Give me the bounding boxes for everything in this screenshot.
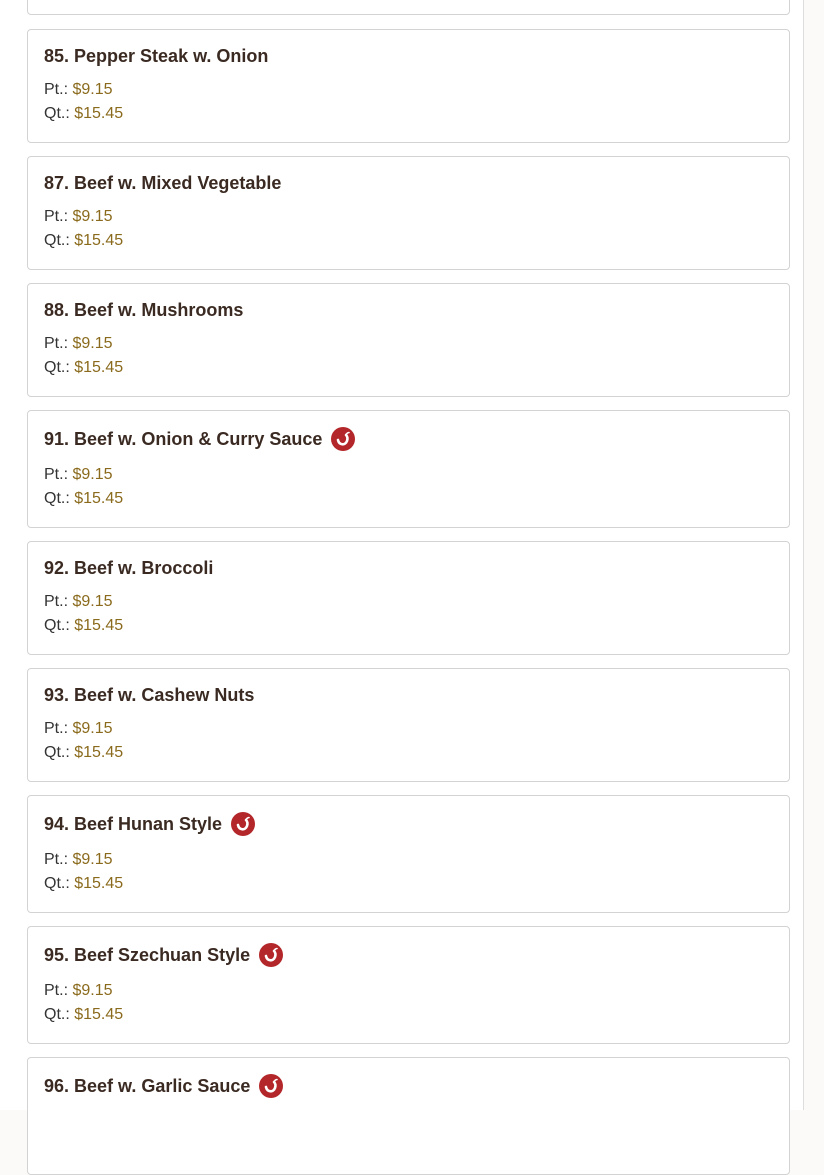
pint-price: $9.15 [72, 466, 113, 483]
menu-item-title [44, 685, 254, 706]
quart-price-row [44, 359, 123, 377]
quart-price-row [44, 744, 123, 762]
menu-item-card-top-partial[interactable] [27, 0, 790, 15]
menu-item-name: 93. Beef w. Cashew Nuts [44, 685, 255, 705]
quart-price-row [44, 232, 123, 250]
menu-item-name: 96. Beef w. Garlic Sauce [44, 1075, 251, 1096]
quart-price: $15.45 [74, 359, 124, 376]
pint-label: Pt.: [44, 81, 69, 98]
menu-item-title [44, 1074, 283, 1098]
pint-label: Pt.: [44, 851, 69, 868]
menu-item-title [44, 427, 355, 451]
pint-price: $9.15 [72, 720, 113, 737]
quart-label: Qt.: [44, 617, 70, 634]
quart-label: Qt.: [44, 232, 70, 249]
pint-price: $9.15 [72, 335, 113, 352]
menu-item-title [44, 173, 281, 194]
quart-price: $15.45 [74, 1006, 124, 1023]
menu-item-name: 91. Beef w. Onion & Curry Sauce [44, 428, 323, 449]
pint-price-row [44, 851, 113, 869]
pint-label: Pt.: [44, 208, 69, 225]
menu-item-title [44, 300, 243, 321]
pint-price: $9.15 [72, 208, 113, 225]
menu-item-name: 95. Beef Szechuan Style [44, 944, 251, 965]
pint-price-row [44, 81, 113, 99]
pint-price: $9.15 [72, 593, 113, 610]
menu-item-name: 92. Beef w. Broccoli [44, 558, 214, 578]
quart-label: Qt.: [44, 359, 70, 376]
quart-price: $15.45 [74, 744, 124, 761]
pint-label: Pt.: [44, 335, 69, 352]
pint-label: Pt.: [44, 593, 69, 610]
menu-item-title [44, 943, 283, 967]
hot-pepper-icon [259, 943, 283, 967]
menu-item-name: 88. Beef w. Mushrooms [44, 300, 244, 320]
pint-price-row [44, 208, 113, 226]
pint-label: Pt.: [44, 466, 69, 483]
menu-item-name: 85. Pepper Steak w. Onion [44, 46, 269, 66]
pint-price: $9.15 [72, 851, 113, 868]
pint-price-row [44, 335, 113, 353]
menu-item-card[interactable] [27, 1057, 790, 1175]
pint-price-row [44, 466, 113, 484]
quart-label: Qt.: [44, 1006, 70, 1023]
hot-pepper-icon [231, 812, 255, 836]
menu-item-card[interactable] [27, 541, 790, 655]
quart-label: Qt.: [44, 105, 70, 122]
pint-price: $9.15 [72, 81, 113, 98]
menu-item-card[interactable] [27, 283, 790, 397]
quart-label: Qt.: [44, 744, 70, 761]
hot-pepper-icon [331, 427, 355, 451]
menu-item-card[interactable] [27, 668, 790, 782]
menu-item-card[interactable] [27, 926, 790, 1044]
menu-item-card[interactable] [27, 795, 790, 913]
quart-price: $15.45 [74, 617, 124, 634]
quart-price: $15.45 [74, 875, 124, 892]
menu-item-name: 87. Beef w. Mixed Vegetable [44, 173, 282, 193]
hot-pepper-icon [259, 1074, 283, 1098]
quart-price-row [44, 490, 123, 508]
pint-label: Pt.: [44, 720, 69, 737]
menu-item-card[interactable] [27, 410, 790, 528]
quart-price: $15.45 [74, 232, 124, 249]
pint-price: $9.15 [72, 982, 113, 999]
quart-label: Qt.: [44, 490, 70, 507]
pint-label: Pt.: [44, 982, 69, 999]
pint-price-row [44, 982, 113, 1000]
quart-price: $15.45 [74, 490, 124, 507]
quart-price: $15.45 [74, 105, 124, 122]
pint-price-row [44, 593, 113, 611]
quart-label: Qt.: [44, 875, 70, 892]
menu-item-title [44, 812, 255, 836]
menu-item-name: 94. Beef Hunan Style [44, 813, 223, 834]
quart-price-row [44, 617, 123, 635]
quart-price-row [44, 105, 123, 123]
menu-item-card[interactable] [27, 29, 790, 143]
pint-price-row [44, 720, 113, 738]
quart-price-row [44, 1006, 123, 1024]
menu-item-title [44, 558, 213, 579]
menu-item-title [44, 46, 268, 67]
quart-price-row [44, 875, 123, 893]
menu-item-card[interactable] [27, 156, 790, 270]
